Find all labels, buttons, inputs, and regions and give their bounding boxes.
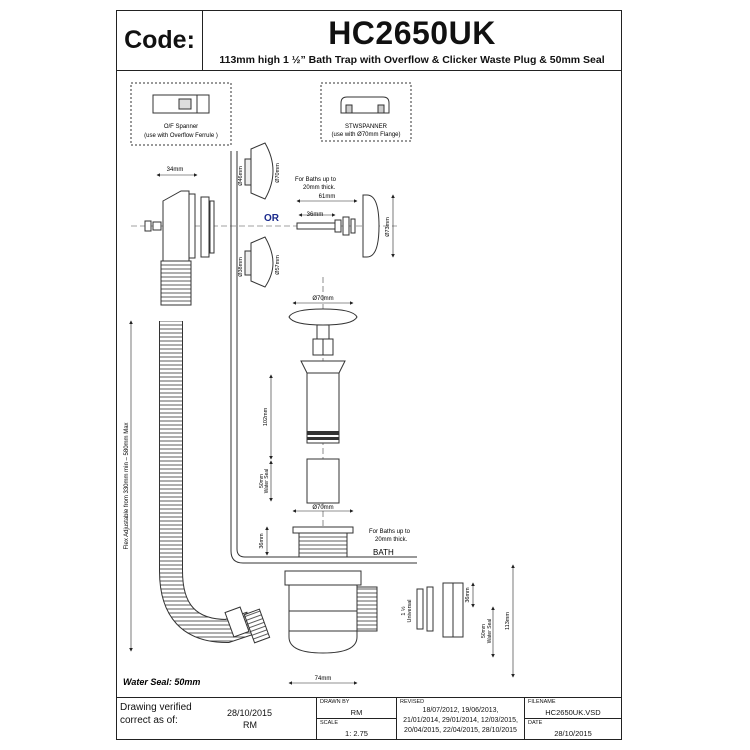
scale-label: SCALE — [320, 720, 339, 726]
dim-46: Ø46mm — [238, 166, 244, 186]
dim-50-seal2-line2: Water Seal — [487, 618, 493, 644]
technical-drawing — [117, 71, 623, 697]
revised-label: REVISED — [400, 699, 425, 705]
dim-61: 61mm — [318, 194, 336, 200]
filename-label: FILENAME — [528, 699, 556, 705]
of-spanner-line2: (use with Overflow Ferrule ) — [144, 133, 218, 139]
dim-36c: 36mm — [465, 587, 471, 603]
dim-50-seal2-line1: 50mm — [481, 624, 487, 638]
flex-label: Flex Adjustable from 330mm min – 580mm Max — [124, 422, 130, 550]
dim-38: Ø38mm — [238, 257, 244, 277]
baths-note-1-line2: 20mm thick. — [303, 185, 336, 191]
overflow-faceplates — [238, 143, 281, 287]
scale-cell — [317, 719, 397, 740]
universal-line2: Universal — [407, 599, 413, 623]
filename-cell — [525, 698, 621, 719]
product-description: 113mm high 1 ½” Bath Trap with Overflow & Clicker Waste Plug & 50mm Seal — [219, 54, 605, 66]
filename-value: HC2650UK.VSD — [545, 708, 601, 717]
dim-50-seal-line1: 50mm — [259, 474, 265, 488]
baths-note-1-line1: For Baths up to — [295, 177, 337, 183]
stw-spanner — [321, 83, 411, 141]
drawn-by-cell — [317, 698, 397, 719]
dim-74: 74mm — [314, 676, 332, 682]
dim-73: Ø73mm — [385, 217, 391, 237]
verified-cell — [117, 698, 317, 740]
stw-spanner-line1: STWSPANNER — [345, 124, 387, 130]
dim-50-seal-line2: Water Seal — [264, 468, 270, 494]
flexible-hose — [124, 321, 270, 651]
verified-line1: Drawing verified — [120, 702, 192, 713]
dim-70a: Ø70mm — [275, 163, 281, 183]
of-spanner — [131, 83, 231, 145]
revised-line1: 18/07/2012, 19/06/2013, — [422, 707, 499, 714]
verified-by: RM — [243, 720, 257, 730]
verified-date: 28/10/2015 — [227, 708, 273, 718]
dim-34: 34mm — [166, 167, 184, 173]
universal-line1: 1 ½ — [401, 606, 407, 616]
or-label: OR — [264, 213, 279, 224]
verified-line2: correct as of: — [120, 715, 178, 726]
date-cell — [525, 719, 621, 740]
dim-102: 102mm — [263, 407, 269, 427]
drawing-sheet — [116, 10, 622, 740]
dim-70c: Ø70mm — [312, 505, 334, 511]
revised-line2: 21/01/2014, 29/01/2014, 12/03/2015, — [403, 717, 518, 724]
baths-note-2-line1: For Baths up to — [369, 529, 411, 535]
dim-36b: 36mm — [259, 533, 265, 549]
code-label: Code: — [117, 11, 203, 71]
title-block — [203, 11, 621, 71]
date-label: DATE — [528, 720, 543, 726]
revised-cell — [397, 698, 525, 740]
drawn-by-label: DRAWN BY — [320, 699, 350, 705]
revised-line3: 20/04/2015, 22/04/2015, 28/10/2015 — [404, 727, 517, 734]
dim-70b: Ø70mm — [312, 296, 334, 302]
date-value: 28/10/2015 — [554, 729, 592, 738]
stw-spanner-line2: (use with Ø70mm Flange) — [331, 132, 401, 138]
baths-note-2-line2: 20mm thick. — [375, 537, 408, 543]
bath-label: BATH — [373, 548, 394, 557]
drawn-by-value: RM — [350, 708, 363, 717]
clicker-waste — [259, 277, 411, 557]
title-footer — [117, 697, 621, 740]
dim-113: 113mm — [505, 612, 511, 630]
water-seal-label: Water Seal: 50mm — [123, 677, 201, 687]
overflow-bolt — [295, 177, 393, 257]
of-spanner-line1: O/F Spanner — [163, 124, 199, 130]
model-number: HC2650UK — [328, 15, 496, 51]
scale-value: 1: 2.75 — [345, 729, 368, 738]
dim-36a: 36mm — [306, 212, 324, 218]
dim-57: Ø57mm — [275, 255, 281, 275]
